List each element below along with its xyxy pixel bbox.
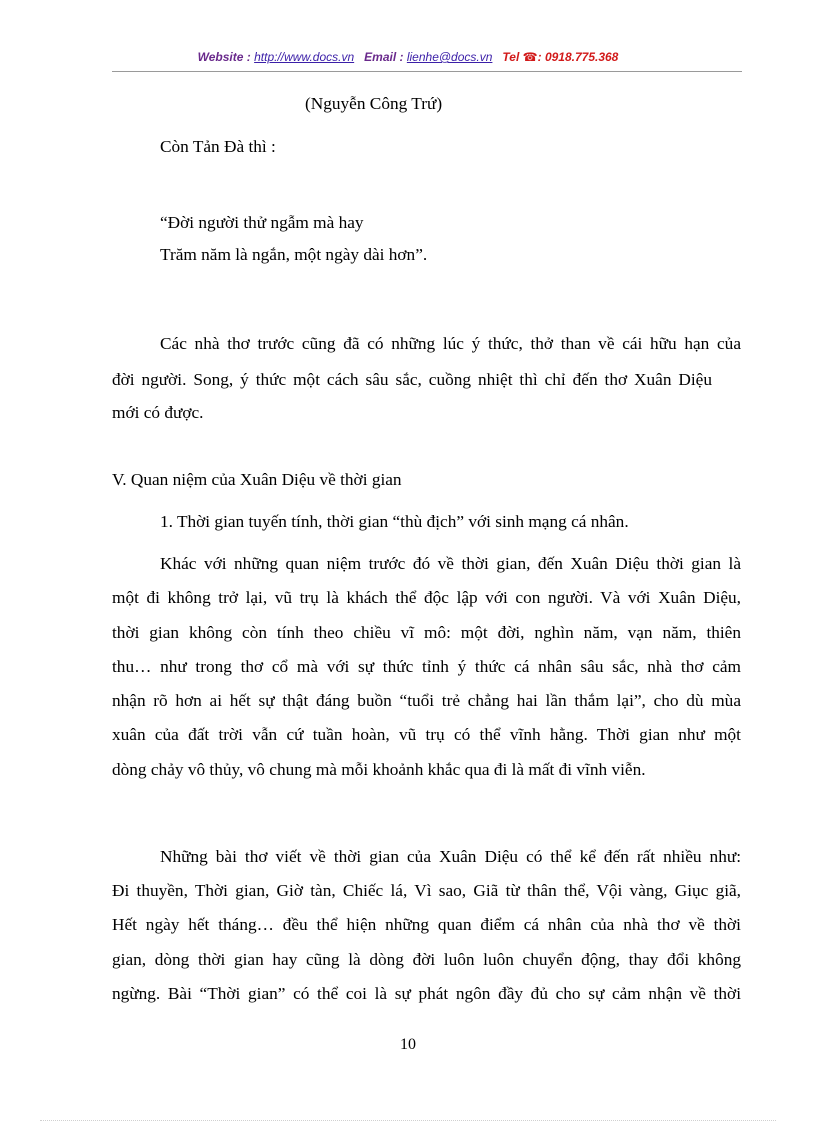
paragraph-3-line-5: ngừng. Bài “Thời gian” có thể coi là sự phát ngôn đầy đủ cho sự cảm nhận về thời — [112, 984, 741, 1003]
quote-line-1: “Đời người thử ngẫm mà hay — [160, 213, 364, 232]
paragraph-2-line-2: một đi không trở lại, vũ trụ là khách thể độc lập với con người. Và với Xuân Diệu, — [112, 588, 741, 607]
paragraph-2-line-6: xuân của đất trời vẫn cứ tuần hoàn, vũ trụ có thể vĩnh hằng. Thời gian như một — [112, 725, 741, 744]
intro-line: Còn Tản Đà thì : — [160, 137, 276, 156]
page-number: 10 — [400, 1036, 416, 1053]
page-header — [0, 50, 816, 64]
website-label: Website : — [197, 50, 255, 64]
website-link[interactable]: http://www.docs.vn — [254, 50, 355, 64]
subheading: 1. Thời gian tuyến tính, thời gian “thù địch” với sinh mạng cá nhân. — [160, 512, 629, 531]
section-heading: V. Quan niệm của Xuân Diệu về thời gian — [112, 470, 402, 489]
paragraph-3-line-2: Đi thuyền, Thời gian, Giờ tàn, Chiếc lá, Vì sao, Giã từ thân thể, Vội vàng, Giục giã, — [112, 881, 741, 900]
paragraph-1-line-2: đời người. Song, ý thức một cách sâu sắc, cuồng nhiệt thì chỉ đến thơ Xuân Diệu — [112, 370, 712, 389]
paragraph-2-line-1: Khác với những quan niệm trước đó về thời gian, đến Xuân Diệu thời gian là — [160, 554, 741, 573]
tel-number: : 0918.775.368 — [537, 50, 619, 64]
page-bottom-border — [40, 1120, 776, 1121]
header-rule — [112, 71, 742, 72]
paragraph-1-line-1: Các nhà thơ trước cũng đã có những lúc ý thức, thở than về cái hữu hạn của — [160, 334, 741, 353]
phone-icon: ☎ — [522, 50, 538, 64]
paragraph-3-line-1: Những bài thơ viết về thời gian của Xuân Diệu có thể kể đến rất nhiều như: — [160, 847, 741, 866]
tel-label: Tel — [502, 50, 523, 64]
paragraph-3-line-3: Hết ngày hết tháng… đều thể hiện những quan điểm cá nhân của nhà thơ về thời — [112, 915, 741, 934]
paragraph-2-line-4: thu… như trong thơ cổ mà với sự thức tỉnh ý thức cá nhân sâu sắc, nhà thơ cảm — [112, 657, 741, 676]
attribution: (Nguyễn Công Trứ) — [305, 94, 443, 113]
quote-line-2: Trăm năm là ngắn, một ngày dài hơn”. — [160, 245, 428, 264]
paragraph-1-line-3: mới có được. — [112, 403, 204, 422]
email-label: Email : — [364, 50, 407, 64]
paragraph-3-line-4: gian, dòng thời gian hay cũng là dòng đời luôn luôn chuyển động, thay đổi không — [112, 950, 741, 969]
paragraph-2-line-3: thời gian không còn tính theo chiều vĩ mô: một đời, nghìn năm, vạn năm, thiên — [112, 623, 741, 642]
paragraph-2-line-5: nhận rõ hơn ai hết sự thật đáng buồn “tuổi trẻ chẳng hai lần thắm lại”, cho dù mùa — [112, 691, 741, 710]
email-link[interactable]: lienhe@docs.vn — [406, 50, 493, 64]
paragraph-2-line-7: dòng chảy vô thủy, vô chung mà mỗi khoảnh khắc qua đi là mất đi vĩnh viễn. — [112, 760, 646, 779]
